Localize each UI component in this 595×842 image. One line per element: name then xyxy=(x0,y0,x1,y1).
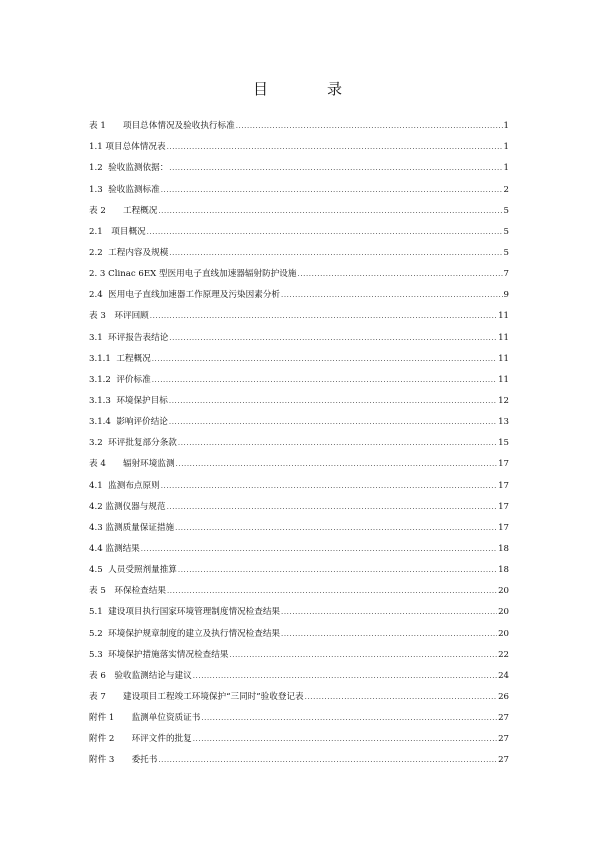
toc-dot-leader xyxy=(176,459,498,470)
toc-entry-page: 27 xyxy=(498,713,509,724)
toc-entry-page: 2 xyxy=(503,184,509,195)
toc-dot-leader xyxy=(193,671,497,682)
toc-dot-leader xyxy=(158,206,502,217)
toc-entry[interactable] xyxy=(89,492,509,513)
toc-dot-leader xyxy=(193,734,497,745)
toc-entry-page: 17 xyxy=(498,522,509,533)
toc-entry-page: 9 xyxy=(503,290,509,301)
toc-entry-page: 1 xyxy=(503,163,509,174)
toc-entry-label: 4.3 监测质量保证措施 xyxy=(89,522,175,533)
toc-dot-leader xyxy=(281,629,497,640)
toc-entry-label: 1.1 项目总体情况表 xyxy=(89,142,166,153)
toc-entry-page: 26 xyxy=(498,691,509,702)
toc-dot-leader xyxy=(305,692,497,703)
toc-entry[interactable] xyxy=(89,618,509,639)
toc-dot-leader xyxy=(158,755,497,766)
toc-entry-page: 11 xyxy=(498,311,509,322)
toc-entry-page: 17 xyxy=(498,480,509,491)
toc-entry-label: 4.4 监测结果 xyxy=(89,543,140,554)
toc-entry[interactable] xyxy=(89,196,509,217)
toc-dot-leader xyxy=(147,227,503,238)
toc-entry[interactable] xyxy=(89,174,509,195)
toc-entry-label: 4.2 监测仪器与规范 xyxy=(89,501,166,512)
toc-dot-leader xyxy=(178,438,497,449)
toc-entry-label: 2.2 工程内容及规模 xyxy=(89,247,169,258)
toc-entry[interactable] xyxy=(89,513,509,534)
toc-entry-label: 3.1.3 环境保护目标 xyxy=(89,395,168,406)
toc-entry-page: 20 xyxy=(498,628,509,639)
toc-entry[interactable] xyxy=(89,407,509,428)
toc-entry-label: 2.1 项目概况 xyxy=(89,226,146,237)
toc-entry-label: 3.1.4 影响评价结论 xyxy=(89,417,168,428)
toc-entry-label: 附件 1 监测单位资质证书 xyxy=(89,713,201,724)
toc-entry-label: 表 7 建设项目工程竣工环境保护“三同时”验收登记表 xyxy=(89,691,304,702)
toc-entry-page: 5 xyxy=(503,205,509,216)
toc-entry-page: 22 xyxy=(498,649,509,660)
toc-entry-page: 1 xyxy=(503,142,509,153)
toc-entry[interactable] xyxy=(89,534,509,555)
toc-dot-leader xyxy=(175,523,497,534)
toc-entry[interactable] xyxy=(89,365,509,386)
toc-entry[interactable] xyxy=(89,703,509,724)
toc-dot-leader xyxy=(169,396,497,407)
toc-entry-page: 18 xyxy=(498,565,509,576)
toc-entry-page: 20 xyxy=(498,607,509,618)
toc-dot-leader xyxy=(167,142,503,153)
toc-entry-label: 1.2 验收监测依据： xyxy=(89,163,169,174)
toc-entry[interactable] xyxy=(89,153,509,174)
toc-entry-label: 3.2 环评批复部分条款 xyxy=(89,438,177,449)
toc-dot-leader xyxy=(152,375,497,386)
toc-entry-label: 表 4 辐射环境监测 xyxy=(89,459,175,470)
toc-entry-label: 5.3 环境保护措施落实情况检查结果 xyxy=(89,649,229,660)
toc-entry-page: 11 xyxy=(498,353,509,364)
toc-entry[interactable] xyxy=(89,576,509,597)
toc-dot-leader xyxy=(298,269,503,280)
toc-entry[interactable] xyxy=(89,238,509,259)
toc-dot-leader xyxy=(178,565,497,576)
toc-dot-leader xyxy=(236,121,503,132)
toc-entry-label: 表 3 环评回顾 xyxy=(89,311,149,322)
toc-entry-label: 2.4 医用电子直线加速器工作原理及污染因素分析 xyxy=(89,290,281,301)
toc-entry[interactable] xyxy=(89,428,509,449)
toc-entry-page: 20 xyxy=(498,586,509,597)
toc-entry-label: 2. 3 Clinac 6EX 型医用电子直线加速器辐射防护设施 xyxy=(89,269,297,280)
toc-entry-label: 3.1 环评报告表结论 xyxy=(89,332,169,343)
page-title: 目 录 xyxy=(252,80,364,98)
toc-entry[interactable] xyxy=(89,217,509,238)
toc-entry[interactable] xyxy=(89,280,509,301)
toc-entry-label: 表 5 环保检查结果 xyxy=(89,586,166,597)
toc-dot-leader xyxy=(152,354,497,365)
toc-dot-leader xyxy=(229,650,497,661)
toc-dot-leader xyxy=(281,607,497,618)
toc-entry-page: 5 xyxy=(503,247,509,258)
toc-entry[interactable] xyxy=(89,111,509,132)
toc-entry-label: 表 2 工程概况 xyxy=(89,205,158,216)
toc-entry-page: 11 xyxy=(498,332,509,343)
toc-entry[interactable] xyxy=(89,259,509,280)
toc-entry[interactable] xyxy=(89,322,509,343)
toc-dot-leader xyxy=(201,713,497,724)
toc-dot-leader xyxy=(161,481,497,492)
toc-dot-leader xyxy=(167,502,498,513)
toc-entry-page: 27 xyxy=(498,755,509,766)
toc-entry-page: 17 xyxy=(498,501,509,512)
toc-entry-page: 1 xyxy=(503,121,509,132)
toc-entry-page: 27 xyxy=(498,734,509,745)
toc-entry-page: 17 xyxy=(498,459,509,470)
toc-entry-label: 4.5 人员受照剂量推算 xyxy=(89,565,177,576)
toc-dot-leader xyxy=(141,544,497,555)
toc-entry[interactable] xyxy=(89,344,509,365)
toc-entry-page: 15 xyxy=(498,438,509,449)
toc-entry-label: 4.1 监测布点原则 xyxy=(89,480,160,491)
toc-dot-leader xyxy=(167,586,497,597)
toc-entry-label: 附件 3 委托书 xyxy=(89,755,158,766)
toc-entry-page: 12 xyxy=(498,395,509,406)
toc-entry-label: 3.1.2 评价标准 xyxy=(89,374,151,385)
toc-entry-page: 13 xyxy=(498,417,509,428)
toc-entry[interactable] xyxy=(89,597,509,618)
toc-entry[interactable] xyxy=(89,132,509,153)
toc-dot-leader xyxy=(169,248,502,259)
toc-entry-label: 表 1 项目总体情况及验收执行标准 xyxy=(89,121,235,132)
toc-entry-label: 附件 2 环评文件的批复 xyxy=(89,734,192,745)
toc-entry[interactable] xyxy=(89,301,509,322)
toc-dot-leader xyxy=(281,290,503,301)
toc-entry-page: 11 xyxy=(498,374,509,385)
toc-entry[interactable] xyxy=(89,661,509,682)
toc-dot-leader xyxy=(161,185,503,196)
toc-entry-page: 5 xyxy=(503,226,509,237)
toc-entry[interactable] xyxy=(89,745,509,766)
toc-entry-label: 3.1.1 工程概况 xyxy=(89,353,151,364)
toc-entry[interactable] xyxy=(89,724,509,745)
toc-entry[interactable] xyxy=(89,682,509,703)
toc-entry-label: 1.3 验收监测标准 xyxy=(89,184,160,195)
table-of-contents xyxy=(89,111,509,766)
toc-entry[interactable] xyxy=(89,470,509,491)
toc-entry[interactable] xyxy=(89,640,509,661)
toc-entry-label: 表 6 验收监测结论与建议 xyxy=(89,670,192,681)
toc-dot-leader xyxy=(169,163,502,174)
toc-entry-page: 7 xyxy=(503,269,509,280)
toc-entry-label: 5.2 环境保护规章制度的建立及执行情况检查结果 xyxy=(89,628,281,639)
toc-entry-label: 5.1 建设项目执行国家环境管理制度情况检查结果 xyxy=(89,607,281,618)
toc-entry-page: 24 xyxy=(498,670,509,681)
toc-entry[interactable] xyxy=(89,386,509,407)
toc-dot-leader xyxy=(169,333,497,344)
toc-entry-page: 18 xyxy=(498,543,509,554)
toc-dot-leader xyxy=(150,311,497,322)
toc-entry[interactable] xyxy=(89,555,509,576)
toc-entry[interactable] xyxy=(89,449,509,470)
toc-dot-leader xyxy=(169,417,497,428)
